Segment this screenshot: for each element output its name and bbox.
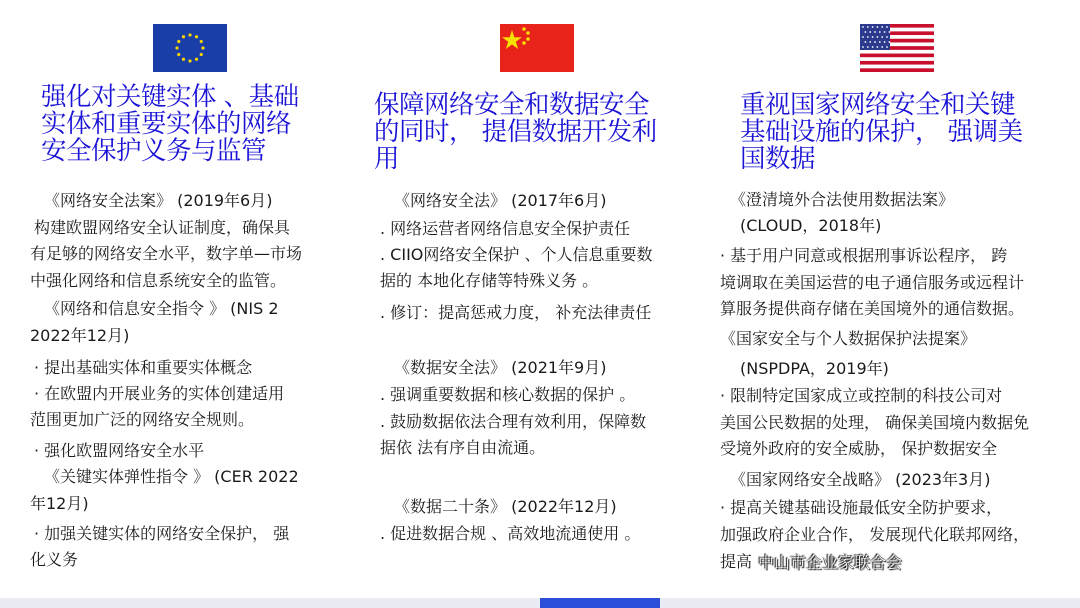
text-line: 加强政府企业合作， 发展现代化联邦网络， bbox=[720, 525, 1030, 544]
text-line: 范围更加广泛的网络安全规则。 bbox=[30, 410, 255, 429]
text-line: 受境外政府的安全威胁， 保护数据安全 bbox=[720, 439, 998, 458]
law-title: 《澄清境外合法使用数据法案》 bbox=[730, 190, 955, 209]
law-title: 《数据二十条》 (2022年12月) bbox=[394, 497, 617, 516]
column-heading: 强化对关键实体 、基础 实体和重要实体的网络 安全保护义务与监管 bbox=[41, 82, 299, 166]
text-line: 化义务 bbox=[30, 550, 79, 569]
bullet-item: · 基于用户同意或根据刑事诉讼程序， 跨 bbox=[720, 246, 1008, 265]
column-china bbox=[360, 0, 720, 608]
bullet-item: . 强调重要数据和核心数据的保护 。 bbox=[380, 385, 636, 404]
law-title: 《网络安全法》 (2017年6月) bbox=[394, 191, 607, 210]
bullet-item: · 在欧盟内开展业务的实体创建适用 bbox=[34, 384, 285, 403]
bullet-item: . 促进数据合规 、高效地流通使用 。 bbox=[380, 524, 641, 543]
bullet-item: . 鼓励数据依法合理有效利用，保障数 bbox=[380, 412, 647, 431]
usa-flag-icon bbox=[860, 24, 934, 72]
text-line: 据依 法有序自由流通。 bbox=[380, 438, 546, 457]
eu-flag-icon bbox=[153, 24, 227, 72]
bullet-item: . 修订：提高惩戒力度， 补充法律责任 bbox=[380, 303, 652, 322]
law-title: 《国家安全与个人数据保护法提案》 bbox=[720, 329, 977, 348]
bullet-item: · 提高关键基础设施最低安全防护要求， bbox=[720, 498, 1003, 517]
column-heading: 重视国家网络安全和关键 基础设施的保护， 强调美 国数据 bbox=[740, 90, 1023, 174]
text-line: 算服务提供商存储在美国境外的通信数据。 bbox=[720, 299, 1025, 318]
text-line: 构建欧盟网络安全认证制度，确保具 bbox=[34, 218, 291, 237]
text-line: 境调取在美国运营的电子通信服务或远程计 bbox=[720, 273, 1025, 292]
text-line: 美国公民数据的处理， 确保美国境内数据免 bbox=[720, 413, 1030, 432]
law-title: 《网络安全法案》 (2019年6月) bbox=[44, 191, 273, 210]
china-flag-icon bbox=[500, 24, 574, 72]
text-line: 据的 本地化存储等特殊义务 。 bbox=[380, 271, 599, 290]
law-title: 《关键实体弹性指令 》 (CER 2022 bbox=[44, 467, 299, 486]
text-line: 中强化网络和信息系统安全的监管。 bbox=[30, 271, 287, 290]
column-eu bbox=[0, 0, 360, 608]
text-line: (NSPDPA，2019年) bbox=[740, 359, 889, 378]
column-heading: 保障网络安全和数据安全 的同时， 提倡数据开发利 用 bbox=[374, 90, 657, 174]
watermark: 中山市企业家联合会 bbox=[758, 553, 903, 572]
law-title: 《网络和信息安全指令 》 (NIS 2 bbox=[44, 299, 279, 318]
text-line: 提高 bbox=[720, 552, 753, 571]
bullet-item: · 限制特定国家成立或控制的科技公司对 bbox=[720, 386, 1003, 405]
law-title: 《数据安全法》 (2021年9月) bbox=[394, 358, 607, 377]
bullet-item: · 提出基础实体和重要实体概念 bbox=[34, 358, 253, 377]
text-line: 年12月) bbox=[30, 494, 89, 513]
bullet-item: · 强化欧盟网络安全水平 bbox=[34, 441, 205, 460]
law-title: 《国家网络安全战略》 (2023年3月) bbox=[730, 470, 991, 489]
bullet-item: . 网络运营者网络信息安全保护责任 bbox=[380, 219, 631, 238]
text-line: 有足够的网络安全水平，数字单—市场 bbox=[30, 244, 303, 263]
text-line: (CLOUD，2018年) bbox=[740, 216, 882, 235]
bottom-accent bbox=[540, 598, 660, 608]
text-line: 2022年12月) bbox=[30, 326, 130, 345]
bottom-bar bbox=[0, 598, 1080, 608]
bullet-item: · 加强关键实体的网络安全保护， 强 bbox=[34, 524, 290, 543]
column-usa bbox=[720, 0, 1080, 608]
bullet-item: . CIIO网络安全保护 、个人信息重要数 bbox=[380, 245, 653, 264]
